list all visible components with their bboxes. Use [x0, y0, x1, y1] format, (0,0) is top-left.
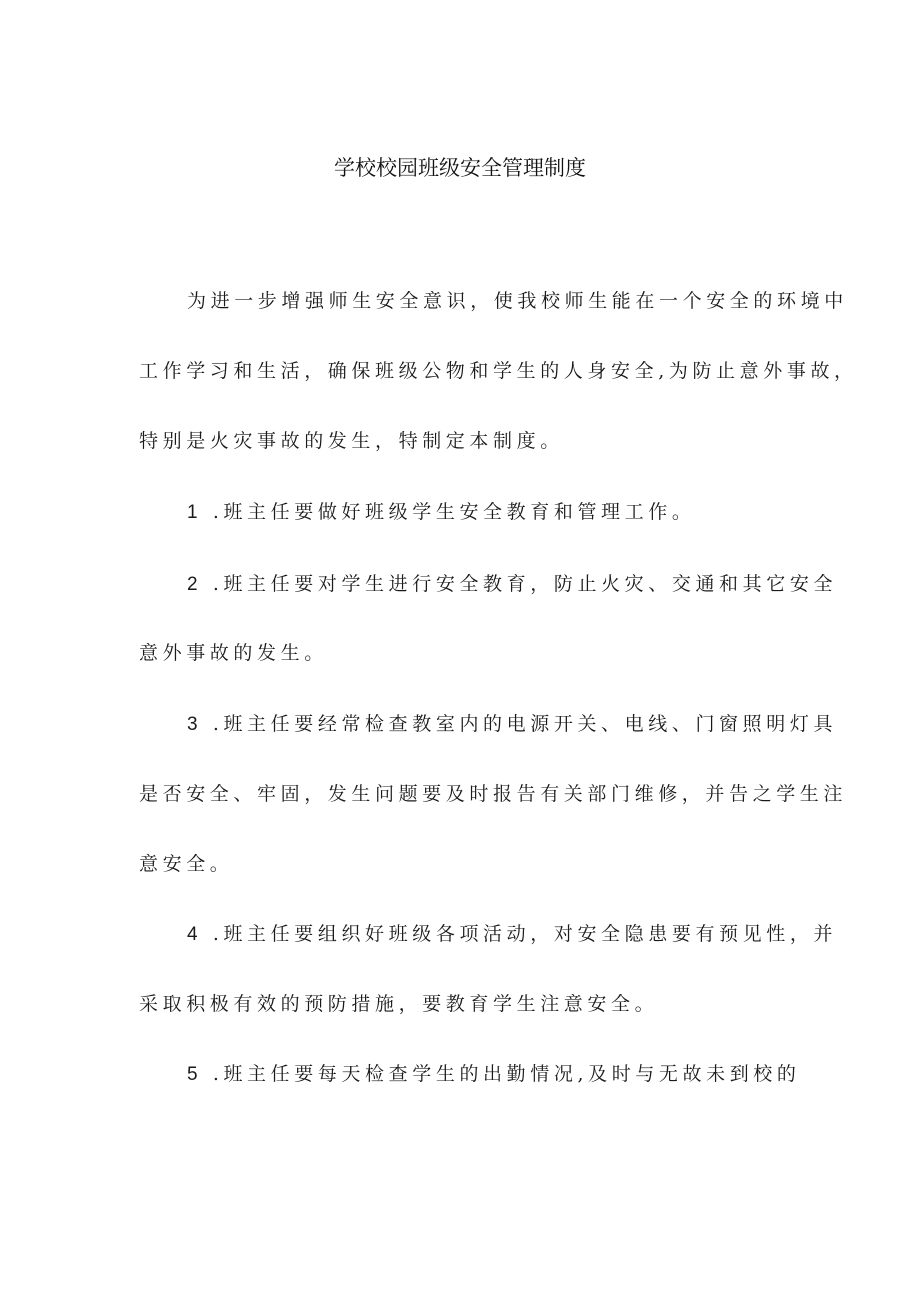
item-text: .班主任要经常检查教室内的电源开关、电线、门窗照明灯具 [212, 713, 838, 735]
intro-line-1: 为进一步增强师生安全意识，使我校师生能在一个安全的环境中 [187, 290, 848, 312]
item-number: 3 [187, 714, 203, 735]
list-item-4-cont: 采取积极有效的预防措施，要教育学生注意安全。 [139, 993, 659, 1015]
list-item-3-cont-1: 是否安全、牢固，发生问题要及时报告有关部门维修，并告之学生注 [139, 783, 848, 805]
intro-line-2: 工作学习和生活，确保班级公物和学生的人身安全,为防止意外事故， [139, 360, 858, 382]
list-item-5 [187, 1059, 801, 1086]
list-item-1 [187, 497, 791, 524]
list-item-4 [187, 919, 838, 946]
document-title: 学校校园班级安全管理制度 [334, 156, 586, 180]
item-text: .班主任要对学生进行安全教育，防止火灾、交通和其它安全 [212, 573, 838, 595]
item-text: .班主任要组织好班级各项活动，对安全隐患要有预见性，并 [212, 923, 838, 945]
list-item-3 [187, 709, 838, 736]
item-text: .班主任要做好班级学生安全教育和管理工作。 [212, 501, 696, 523]
item-number: 1 [187, 502, 203, 523]
item-text: .班主任要每天检查学生的出勤情况,及时与无故未到校的 [212, 1063, 801, 1085]
list-item-2 [187, 569, 838, 596]
item-number: 4 [187, 924, 203, 945]
list-item-2-cont: 意外事故的发生。 [139, 642, 328, 664]
item-number: 2 [187, 574, 203, 595]
intro-line-3: 特别是火灾事故的发生，特制定本制度。 [139, 430, 564, 452]
item-number: 5 [187, 1064, 203, 1085]
list-item-3-cont-2: 意安全。 [139, 853, 234, 875]
